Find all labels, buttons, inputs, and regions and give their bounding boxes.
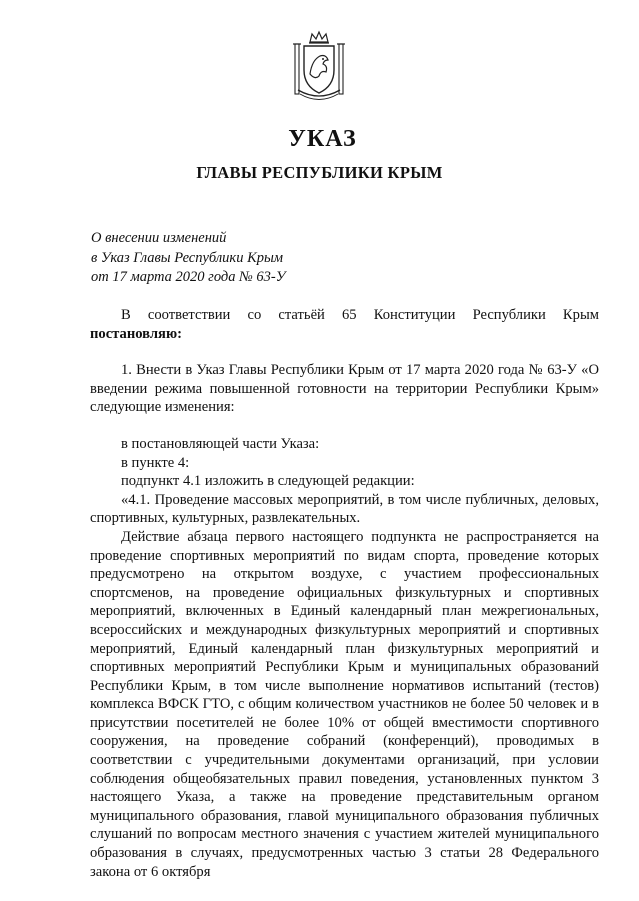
clause-1-paragraph: 1. Внести в Указ Главы Республики Крым от 17 марта 2020 года № 63-У «О введении режима повышенной готовности на территории Республики Крым» следующие изменения: — [90, 362, 599, 416]
decree-subject — [91, 229, 351, 288]
coat-of-arms-emblem — [290, 30, 348, 102]
quoted-subclause: «4.1. Проведение массовых мероприятий, в том числе публичных, деловых, спортивных, культурных, развлекательных. — [90, 491, 599, 527]
decree-title: УКАЗ — [288, 126, 357, 152]
preamble-paragraph — [90, 306, 599, 343]
decree-subtitle: ГЛАВЫ РЕСПУБЛИКИ КРЫМ — [196, 163, 443, 182]
decree-body — [90, 306, 599, 881]
subject-line: в Указ Главы Республики Крым — [91, 249, 284, 266]
subject-line: О внесении изменений — [91, 230, 227, 246]
body-paragraph: Действие абзаца первого настоящего подпункта не распространяется на проведение спортивных мероприятий по видам спорта, проведение которых предусмотрено на открытом воздухе, с участием профессиональных спортсменов, на проведение официальных физкультурных и спортивных мероприятий, включенных в Единый календарный план межрегиональных, всероссийских и международных физкультурных мероприятий и спортивных мероприятий, Единый календарный план физкультурных мероприятий и спортивных мероприятий Республики Крым и муниципальных образований Республики Крым, в том числе выполнение нормативов испытаний (тестов) комплекса ВФСК ГТО, с общим количеством участников не более 50 человек и в присутствии посетителей не более 10% от общей вместимости спортивного сооружения, на проведение собраний (конференций), проводимых в соответствии с учредительными документами организаций, при условии соблюдения общеобязательных правил поведения, установленных пунктом 3 настоящего Указа, а также на проведение представительным органом муниципального образования, главой муниципального образования публичных слушаний по вопросам местного значения с участием жителей муниципального образования в случаях, предусмотренных частью 3 статьи 28 Федерального закона от 6 октября — [90, 528, 599, 880]
preamble-resolve: постановляю: — [90, 325, 182, 342]
preamble-text: В соответствии со статьёй 65 Конституции Республики Крым — [121, 307, 599, 323]
body-line: подпункт 4.1 изложить в следующей редакции: — [121, 473, 415, 490]
subject-line: от 17 марта 2020 года № 63-У — [91, 269, 286, 285]
body-line: в пункте 4: — [121, 454, 190, 471]
body-line: в постановляющей части Указа: — [121, 435, 320, 452]
